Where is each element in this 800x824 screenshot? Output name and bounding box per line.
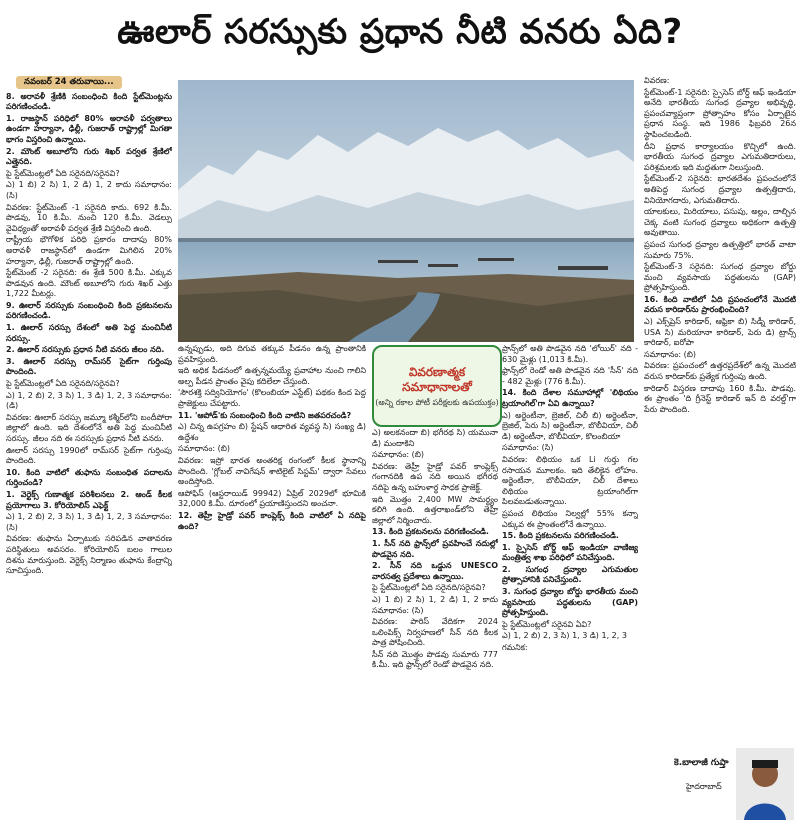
- col1-paragraph: 2. ఊలార్ సరస్సుకు ప్రధాన నీటి వనరు జీలం నది.: [6, 345, 165, 355]
- box-title: వివరణాత్మక సమాధానాలతో: [402, 364, 472, 394]
- col5-paragraph: యాలకులు, మిరియాలు, పసుపు, అల్లం, దాల్చిన చెక్క వంటి సుగంధ ద్రవ్యాలు అధికంగా ఉత్పత్తి అవుతాయి.: [644, 207, 796, 238]
- col4-paragraph: పై స్టేట్‌మెంట్లలో సరైనవి ఏవి?: [502, 619, 592, 629]
- col4-paragraph: ఎ) అర్జెంటీనా, బ్రెజిల్, చిలీ బి) అర్జెంటీనా, బ్రెజిల్, పెరు సి) అర్జెంటీనా, బొలీవియా, చిలీ డి) అర్జెంటీనా, బొలీవియా, కొలంబియా: [502, 410, 638, 441]
- col1-paragraph: స్టేట్‌మెంట్ -2 సరైనది: ఈ శ్రేణి 500 కి.మీ. ఎక్కువ పొడవున ఉంది. మౌంట్ అబూలోని గురు శిఖర్ ఎత్తు 1,722 మీటర్లు.: [6, 268, 172, 299]
- col5-paragraph: 16. కింది వాటిలో ఏది ప్రపంచంలోనే మొదటి వరుస కారిడార్‌ను ప్రారంభించింది?: [644, 294, 796, 315]
- col4-paragraph: ఎ) 1, 2 బి) 2, 3 సి) 1, 3 డి) 1, 2, 3: [502, 631, 627, 641]
- col1-paragraph: 3. ఊలార్ సరస్సు రామ్‌సర్ సైట్‌గా గుర్తింపు పొందింది.: [6, 356, 172, 377]
- col1-paragraph: ఎ) 1, 2 బి) 2, 3 సి) 1, 3 డి) 1, 2, 3 సమాధానం: (డి): [6, 390, 172, 411]
- col4-paragraph: 2. సుగంధ ద్రవ్యాల ఎగుమతుల ప్రోత్సాహానికి పనిచేస్తుంది.: [502, 564, 638, 585]
- col1-paragraph: 2. మౌంట్ అబూలోని గురు శిఖర్ పర్వత శ్రేణిలో ఎత్తైనది.: [6, 146, 172, 167]
- date-tag: నవంబర్ 24 తరువాయి...: [16, 76, 122, 89]
- col1-paragraph: ఎ) 1, 2 బి) 2, 3 సి) 1, 3 డి) 1, 2, 3 సమాధానం: (సి): [6, 512, 172, 532]
- col2-paragraph: 'సౌరశక్తి సద్వినియోగం' (కొలంబియా ఎస్టేట్) పథకం కింద పెద్ద ప్రాజెక్టులు చేపట్టారు.: [178, 388, 366, 408]
- col4-paragraph: సమాధానం: (సి): [502, 443, 554, 453]
- column-1: [6, 76, 172, 820]
- lake-landscape-image: [178, 80, 634, 342]
- col1-paragraph: పై స్టేట్‌మెంట్లలో ఏది సరైనది/సరైనవి?: [6, 379, 120, 389]
- column-2: [178, 344, 366, 820]
- col2-paragraph: 11. 'ఆపోడ్'కు సంబంధించి కింది వాటిని జతపరచండి?: [178, 410, 352, 420]
- col1-paragraph: వివరణ: తుఫాను ఏర్పాటుకు సరిపడిన వాతావరణ పరిస్థితులు అవసరం. కోరియోలిస్ బలం గాలుల దిశను మారుస్తుంది. వెర్టెక్స్ నిర్మాణం తుఫాను కేంద్రాన్ని సూచిస్తుంది.: [6, 534, 172, 576]
- col3-paragraph: వివరణ: తెహ్రీ హైడ్రో పవర్ కాంప్లెక్స్ గంగానదికి ఉప నది అయిన భగీరథ నదిపై ఉన్న బహుళార్థ సాధక ప్రాజెక్ట్.: [372, 461, 498, 492]
- col3-paragraph: 13. కింది ప్రకటనలను పరిగణించండి.: [372, 527, 489, 537]
- col3-paragraph: పై స్టేట్‌మెంట్లలో ఏది సరైనది/సరైనవి?: [372, 583, 486, 593]
- explanatory-answers-box: [372, 345, 502, 427]
- headline: ఊలార్ సరస్సుకు ప్రధాన నీటి వనరు ఏది?: [117, 12, 683, 52]
- box-subtitle: (అన్ని రకాల పోటీ పరీక్షలకు ఉపయుక్తం): [375, 397, 499, 407]
- col2-paragraph: 12. తెహ్రీ హైడ్రో పవర్ కాంప్లెక్స్ కింది వాటిలో ఏ నదిపై ఉంది?: [178, 510, 366, 531]
- col5-paragraph: సమాధానం: (బి): [644, 349, 697, 359]
- column-4: [502, 344, 638, 820]
- col1-paragraph: ఊలార్ సరస్సు 1990లో రామ్‌సర్ సైట్‌గా గుర్తింపు పొందింది.: [6, 445, 172, 466]
- col3-paragraph: 1. సీన్ నది ఫ్రాన్స్‌లో ప్రవహించే నదుల్లో పొడవైన నది.: [372, 538, 498, 559]
- avatar: [736, 748, 794, 820]
- col3-paragraph: ఎ) అలకనందా బి) భగీరథ సి) యమునా డి) మందాకిని: [372, 428, 498, 448]
- col1-paragraph: 8. అరావళీ శ్రేణికి సంబంధించి కింది స్టేట్‌మెంట్లను పరిగణించండి.: [6, 91, 172, 112]
- col2-paragraph: ఎ) చిన్న ఉపగ్రహం బి) స్టేషన్ ఆధారిత వ్యవస్థ సి) సంఖ్య డి) ఉద్దేశం: [178, 422, 366, 442]
- col3-paragraph: ఎ) 1 బి) 2 సి) 1, 2 డి) 1, 2 కాదు సమాధానం: (సి): [372, 594, 498, 615]
- col5-paragraph: ఎ) ఎక్స్‌ప్రెస్ కారిడార్, ఆఫ్రికా బి) సిడ్నీ కారిడార్, USA సి) మరియానా కారిడార్, పెరు డి) ట్రాన్స్ కారిడార్, ఐరోపా: [644, 317, 796, 348]
- col1-paragraph: 10. కింది వాటిలో తుఫాను సంబంధిత పదాలను గుర్తించండి?: [6, 467, 172, 488]
- col5-paragraph: ప్రపంచ సుగంధ ద్రవ్యాల ఉత్పత్తిలో భారత్ వాటా సుమారు 75%.: [644, 239, 796, 260]
- col5-paragraph: వివరణ: ప్రపంచంలో ఉత్తరప్రదేశ్‌లో ఉన్న మొదటి వరుస కారిడార్‌కు ప్రత్యేక గుర్తింపు ఉంది.: [644, 361, 796, 382]
- col1-paragraph: పై స్టేట్‌మెంట్లలో ఏది సరైనది/సరైనవి?: [6, 168, 120, 178]
- col5-paragraph: స్టేట్‌మెంట్-2 సరైనది: భారతదేశం ప్రపంచంలోనే అతిపెద్ద సుగంధ ద్రవ్యాల ఉత్పత్తిదారు, వినియోగదారు, ఎగుమతిదారు.: [644, 174, 796, 205]
- column-3: [372, 428, 498, 820]
- col4-paragraph: ప్రపంచ లిథియం నిల్వల్లో 55% కన్నా ఎక్కువ ఈ ప్రాంతంలోనే ఉన్నాయి.: [502, 508, 638, 529]
- col5-paragraph: స్టేట్‌మెంట్-1 సరైనది: స్పైసెస్ బోర్డ్ ఆఫ్ ఇండియా అనేది భారతీయ సుగంధ ద్రవ్యాల అభివృద్ధి, ప్రపంచవ్యాప్తంగా ప్రోత్సాహం కోసం ఏర్పాటైన ప్రధాన సంస్థ. ఇది 1986 ఫిబ్రవరి 26న స్థాపించబడింది.: [644, 87, 796, 139]
- col4-paragraph: 14. కింది దేశాల సమూహాల్లో 'లిథియం ట్రయాంగిల్'గా ఏవి ఉన్నాయి?: [502, 388, 638, 408]
- column-5: [644, 76, 796, 742]
- col2-paragraph: ఉన్నప్పుడు, అది దిగువ తక్కువ పీడనం ఉన్న ప్రాంతానికి ప్రవహిస్తుంది.: [178, 344, 366, 364]
- col3-paragraph: సీన్ నది మొత్తం పొడవు సుమారు 777 కి.మీ. ఇది ఫ్రాన్స్‌లో రెండో పొడవైన నది.: [372, 649, 498, 670]
- col2-paragraph: ఆపోఫిస్ (ఆస్టరాయిడ్ 99942) ఏప్రిల్ 2029లో భూమికి 32,000 కి.మీ. దూరంలో ప్రయాణిస్తుందని అంచనా.: [178, 488, 366, 509]
- col4-paragraph: ఫ్రాన్స్‌లో రెండో అతి పొడవైన నది 'సీన్' నది - 482 మైళ్లు (776 కి.మీ).: [502, 366, 638, 386]
- col4-paragraph: 3. సుగంధ ద్రవ్యాల బోర్డు భారతీయ మంచి వ్యవసాయ పద్ధతులను (GAP) ప్రోత్సహిస్తుంది.: [502, 587, 638, 618]
- col1-paragraph: రాష్ట్రీయ భౌగోళిక పరిధి ప్రకారం దాదాపు 80% అరావళీ రాజస్థాన్‌లో ఉండగా మిగిలిన 20% హర్యానా, ఢిల్లీ, గుజరాత్ రాష్ట్రాల్లో ఉంది.: [6, 235, 172, 266]
- col4-paragraph: గమనిక:: [502, 643, 528, 653]
- col4-paragraph: వివరణ: లిథియం ఒక Li గుర్తు గల రసాయన మూలకం. ఇది తేలికైన లోహం. అర్జెంటీనా, బొలీవియా, చిలీ దేశాలు లిథియం ట్రయాంగిల్‌గా పిలవబడుతున్నాయి.: [502, 454, 638, 507]
- lake-photo: [178, 80, 634, 342]
- col5-paragraph: వివరణ:: [644, 76, 670, 85]
- col4-paragraph: 1. స్పైసెస్ బోర్డ్ ఆఫ్ ఇండియా వాణిజ్య మంత్రిత్వ శాఖ పరిధిలో పనిచేస్తుంది.: [502, 542, 638, 563]
- col2-paragraph: ఇది అధిక పీడనంలో ఉత్పన్నమయ్యే ప్రవాహాల నుంచి గాలిని అల్ప పీడన ప్రాంతం వైపు కదిలేలా చేస్తుంది.: [178, 366, 366, 386]
- author-photo: [736, 748, 794, 820]
- col3-paragraph: సమాధానం: (బి): [372, 450, 425, 460]
- col3-paragraph: ఇది మొత్తం 2,400 MW సామర్థ్యం కలిగి ఉంది. ఉత్తరాఖండ్‌లోని తెహ్రీ జిల్లాలో నిర్మించారు.: [372, 494, 498, 525]
- col5-paragraph: దీని ప్రధాన కార్యాలయం కొచ్చిలో ఉంది. భారతీయ సుగంధ ద్రవ్యాల ఎగుమతిదారులు, పరిశ్రమలకు ఇది మద్దతుగా నిలుస్తుంది.: [644, 141, 796, 172]
- col1-paragraph: 1. రాజస్థాన్‌ పరిధిలో 80% అరావళీ పర్వతాలు ఉండగా హర్యానా, ఢిల్లీ, గుజరాత్ రాష్ట్రాల్లో మిగతా భాగం విస్తరించి ఉన్నాయి.: [6, 113, 172, 144]
- col1-paragraph: ఎ) 1 బి) 2 సి) 1, 2 డి) 1, 2 కాదు సమాధానం: (సి): [6, 180, 172, 200]
- author-place: హైదరాబాద్: [686, 782, 722, 791]
- col3-paragraph: 2. సీన్ నది ఒడ్డున UNESCO వారసత్వ ప్రదేశాలు ఉన్నాయి.: [372, 561, 498, 581]
- col3-paragraph: వివరణ: పారిస్ వేదికగా 2024 ఒలింపిక్స్ నిర్వహణలో సీన్ నది కీలక పాత్ర పోషించింది.: [372, 617, 498, 648]
- col4-paragraph: ప్రాన్స్‌లో అతి పొడవైన నది 'లోయిర్' నది - 630 మైళ్లు (1,013 కి.మీ).: [502, 344, 638, 364]
- author-name: కె.బాలాజీ గుప్తా: [674, 758, 729, 768]
- col1-paragraph: 9. ఊలార్ సరస్సుకు సంబంధించి కింది ప్రకటనలను పరిగణించండి.: [6, 300, 172, 321]
- col1-paragraph: వివరణ: ఊలార్ సరస్సు జమ్మూ కశ్మీర్‌లోని బందీపోరా జిల్లాలో ఉంది. ఇది దేశంలోనే అతి పెద్ద మంచినీటి సరస్సు. జీలం నది ఈ సరస్సుకు ప్రధాన నీటి వనరు.: [6, 412, 172, 443]
- col2-paragraph: వివరణ: ఇస్రో భారత అంతరిక్ష రంగంలో కీలక స్థానాన్ని పొందింది. 'గ్లోబల్ నావిగేషన్ శాటిలైట్ సిస్టమ్' ద్వారా సేవలు అందిస్తోంది.: [178, 455, 366, 487]
- col1-paragraph: 1. ఊలార్ సరస్సు దేశంలో అతి పెద్ద మంచినీటి సరస్సు.: [6, 323, 172, 343]
- col5-paragraph: స్టేట్‌మెంట్-3 సరైనది: సుగంధ ద్రవ్యాల బోర్డు మంచి వ్యవసాయ పద్ధతులను (GAP) ప్రోత్సహిస్తుంది.: [644, 262, 796, 293]
- col4-paragraph: 15. కింది ప్రకటనలను పరిగణించండి.: [502, 531, 619, 541]
- col5-paragraph: కారిడార్ విస్తరణ దాదాపు 160 కి.మీ. పొడవు. ఈ ప్రాంతం 'ది గ్రీనెస్ట్ కారిడార్ ఇన్ ది వరల్డ్'గా పేరు పొందింది.: [644, 383, 796, 414]
- col2-paragraph: సమాధానం: (బి): [178, 444, 231, 454]
- col1-paragraph: 1. వెర్టెక్స్ గుణాత్మక పరిశీలనలు 2. ఆండ్ కీలక ప్రయోగాలు 3. కోరియోలిస్ ఎఫెక్ట్: [6, 489, 172, 510]
- col1-paragraph: వివరణ: స్టేట్‌మెంట్ -1 సరైనది కాదు. 692 కి.మీ. పొడవు, 10 కి.మీ. నుంచి 120 కి.మీ. వెడల్పు వైవిధ్యంతో అరావళీ పర్వత శ్రేణి విస్తరించి ఉంది.: [6, 202, 172, 233]
